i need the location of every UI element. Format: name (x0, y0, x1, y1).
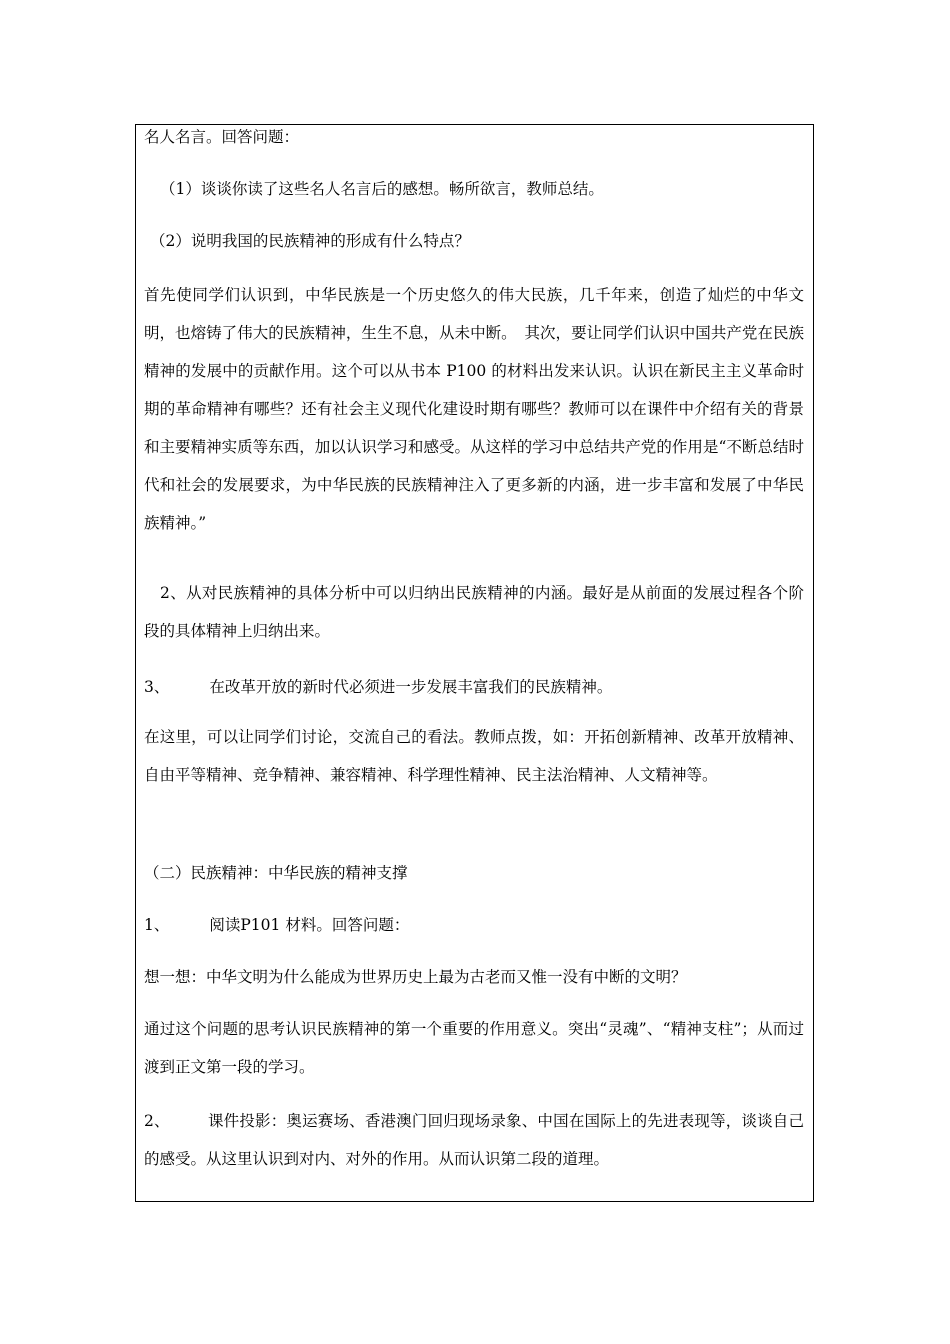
paragraph-significance: 通过这个问题的思考认识民族精神的第一个重要的作用意义。突出“灵魂”、“精神支柱”；从而过渡到正文第一段的学习。 (144, 1020, 804, 1076)
item-marker: 1、 (144, 916, 170, 934)
paragraph-intro: 名人名言。回答问题： (144, 128, 300, 146)
question-2: （2）说明我国的民族精神的形成有什么特点？ (150, 232, 470, 250)
paragraph-discussion: 在这里，可以让同学们讨论，交流自己的看法。教师点拨，如：开拓创新精神、改革开放精神、自由平等精神、竞争精神、兼容精神、科学理性精神、民主法治精神、人文精神等。 (144, 728, 804, 784)
paragraph-analysis: 首先使同学们认识到，中华民族是一个历史悠久的伟大民族，几千年来，创造了灿烂的中华文明，也熔铸了伟大的民族精神，生生不息，从未中断。 其次，要让同学们认识中国共产党在民族精神的发展中的贡献作用。这个可以从书本 P100 的材料出发来认识。认识在新民主主义革命时期的革命精神有哪些？还有社会主义现代化建设时期有哪些？教师可以在课件中介绍有关的背景和主要精神实质等东西，加以认识学习和感受。从这样的学习中总结共产党的作用是“不断总结时代和社会的发展要求，为中华民族的民族精神注入了更多新的内涵，进一步丰富和发展了中华民族精神。” (144, 286, 804, 532)
item-marker: 3、 (144, 678, 170, 696)
item-3-text: 在改革开放的新时代必须进一步发展丰富我们的民族精神。 (209, 678, 613, 696)
question-1: （1）谈谈你读了这些名人名言后的感想。畅所欲言，教师总结。 (160, 180, 604, 198)
paragraph-item-2: 2、从对民族精神的具体分析中可以归纳出民族精神的内涵。最好是从前面的发展过程各个阶段的具体精神上归纳出来。 (144, 584, 804, 640)
section-heading: （二）民族精神：中华民族的精神支撑 (144, 864, 408, 882)
item-marker: 2、 (144, 1112, 170, 1130)
paragraph-courseware (144, 1102, 804, 1178)
read-material-text: 阅读P101 材料。回答问题： (209, 916, 410, 934)
paragraph-item-3 (144, 668, 804, 706)
paragraph-read-material (144, 906, 804, 944)
paragraph-think: 想一想：中华文明为什么能成为世界历史上最为古老而又惟一没有中断的文明？ (144, 968, 687, 986)
courseware-text: 课件投影：奥运赛场、香港澳门回归现场录象、中国在国际上的先进表现等，谈谈自己的感受。从这里认识到对内、对外的作用。从而认识第二段的道理。 (144, 1112, 804, 1168)
